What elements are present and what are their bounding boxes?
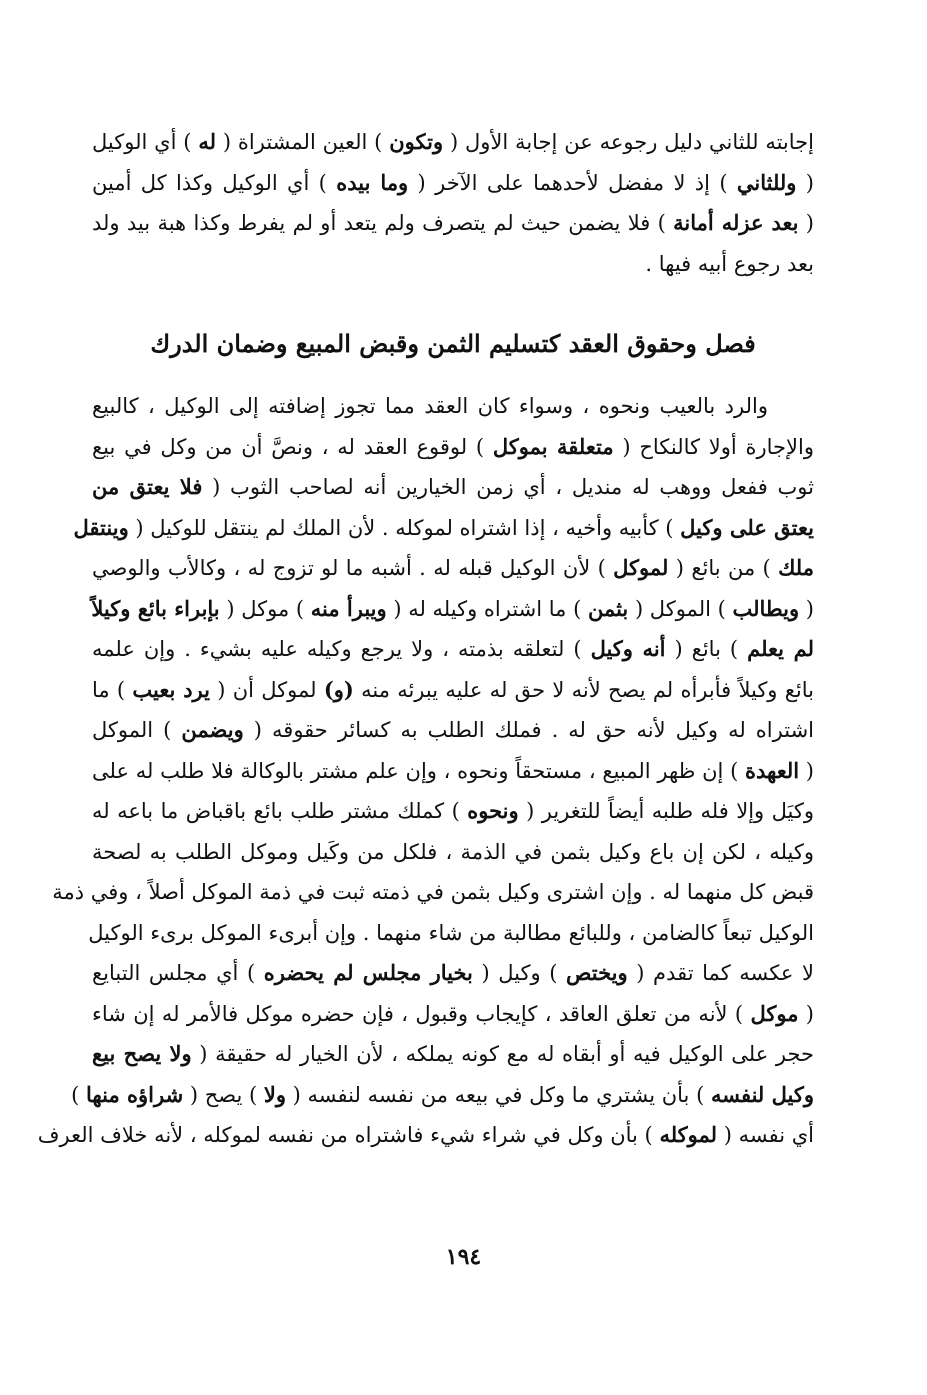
text-run: لا عكسه كما تقدم ( <box>627 961 814 985</box>
text-line <box>52 872 814 913</box>
text-run: ) ما <box>92 677 133 702</box>
bold-matn-run: وكيل لنفسه <box>710 1081 814 1107</box>
section-heading: فصل وحقوق العقد كتسليم الثمن وقبض المبيع وضمان الدرك <box>150 329 756 358</box>
text-line <box>88 913 814 954</box>
bold-matn-run: العهدة <box>745 757 800 783</box>
bold-matn-run: وما بيده <box>336 169 409 195</box>
text-line <box>92 832 814 873</box>
text-run: ) لأنه من تعلق العاقد ، كإيجاب وقبول ، فإن حضره موكل فالأمر له إن شاء <box>92 1001 751 1026</box>
bold-matn-run: ولا يصح بيع <box>92 1041 192 1066</box>
text-run: ) لوقوع العقد له ، ونصَّ أن من وكل في بيع <box>92 434 493 459</box>
text-line <box>92 548 814 589</box>
bold-matn-run: ويبرأ منه <box>310 595 387 621</box>
text-line <box>92 670 814 711</box>
bold-matn-run: بعد عزله أمانة <box>673 210 799 235</box>
text-run: ) من بائع ( <box>668 556 779 580</box>
bold-matn-run: ملك <box>778 555 815 580</box>
text-run: أي نفسه ( <box>717 1123 814 1147</box>
text-line <box>92 710 814 751</box>
text-run: ) الموكل ( <box>628 596 733 621</box>
text-run: الوكيل تبعاً كالضامن ، وللبائع مطالبة من شاء منهما . وإن أبرىء الموكل برىء الوكيل <box>88 920 814 945</box>
text-line <box>92 386 814 427</box>
bold-matn-run: شراؤه منها <box>86 1081 184 1107</box>
text-run: والرد بالعيب ونحوه ، وسواء كان العقد مما تجوز إضافته إلى الوكيل ، كالبيع <box>92 394 768 418</box>
bold-matn-run: لموكله <box>659 1122 718 1147</box>
text-run: ) العين المشتراة ( <box>216 130 390 154</box>
text-run: ) لتعلقه بذمته ، ولا يرجع وكيله عليه بشيء . وإن علمه <box>92 637 591 661</box>
text-run: ) بأن يشتري ما وكل في بيعه من نفسه لنفسه ( <box>286 1082 711 1107</box>
text-line <box>92 751 814 792</box>
text-run: ) وكيل ( <box>472 961 567 985</box>
text-run: ) كأبيه وأخيه ، إذا اشتراه لموكله . لأن الملك لم ينتقل للوكيل ( <box>128 515 681 540</box>
bold-matn-run: لم يعلم <box>747 636 814 661</box>
bold-matn-run: ونحوه <box>467 798 519 823</box>
text-line <box>92 163 814 204</box>
text-run: بعد رجوع أبيه فيها . <box>645 251 814 276</box>
text-run: ) أي الوكيل وكذا كل أمين <box>92 170 337 195</box>
text-run: ) أي مجلس التبايع <box>92 961 264 985</box>
text-run: ) بائع ( <box>665 637 748 661</box>
text-line <box>71 1075 814 1116</box>
text-line <box>92 467 814 508</box>
text-run: ) فلا يضمن حيث لم يتصرف ولم يتعد أو لم يفرط وكذا هبة بيد ولد <box>92 211 674 235</box>
text-run: اشتراه له وكيل لأنه حق له . فملك الطلب به كسائر حقوقه ( <box>243 718 814 742</box>
text-run: بائع وكيلاً فأبرأه لم يصح لأنه لا حق له عليه يبرئه منه <box>353 677 814 702</box>
bold-matn-run: موكل <box>750 1000 799 1026</box>
bold-matn-run: يعتق على وكيل <box>680 514 814 540</box>
text-line <box>92 1034 814 1075</box>
text-run: ) <box>71 1082 87 1107</box>
text-line <box>92 122 814 163</box>
text-line <box>92 203 814 244</box>
bold-matn-run: يرد بعيب <box>132 676 210 702</box>
text-line <box>92 953 814 994</box>
text-run: ) ما اشتراه وكيله له ( <box>386 596 588 621</box>
bold-matn-run: متعلقة بموكل <box>492 433 614 459</box>
bold-matn-run: لموكل <box>613 555 669 580</box>
text-line <box>92 427 814 468</box>
main-paragraph <box>37 386 815 1156</box>
text-line <box>73 508 814 549</box>
text-run: ( <box>799 758 815 783</box>
bold-matn-run: وينتقل <box>73 514 129 540</box>
bold-matn-run: فلا يعتق من <box>92 474 203 499</box>
bold-matn-run: بثمن <box>587 595 629 621</box>
bold-matn-run: بخيار مجلس لم يحضره <box>263 960 473 985</box>
bold-matn-run: ولا <box>263 1081 286 1107</box>
text-run: إجابته للثاني دليل رجوعه عن إجابة الأول ( <box>443 130 814 154</box>
text-line <box>92 994 814 1035</box>
text-run: وكيَل وإلا فله طلبه أيضاً للتغرير ( <box>518 799 815 823</box>
text-run: ) كملك مشتر طلب بائع باقباض ما باعه له <box>92 799 468 823</box>
text-run: لموكل أن ( <box>210 677 324 702</box>
text-run: ) أي الوكيل <box>92 130 199 154</box>
text-run: ) موكل ( <box>219 596 311 621</box>
bold-matn-run: ويضمن <box>181 717 244 742</box>
text-run: والإجارة أولا كالنكاح ( <box>613 434 814 459</box>
top-paragraph <box>92 122 814 284</box>
bold-matn-run: بإبراء بائع وكيلاً <box>91 595 220 621</box>
text-run: ( <box>798 1001 814 1026</box>
text-run: ثوب ففعل ووهب له منديل ، أي زمن الخيارين أنه لصاحب الثوب ( <box>202 475 814 499</box>
bold-matn-run: وللثاني <box>736 169 797 195</box>
text-line <box>92 629 814 670</box>
text-run: قبض كل منهما له . وإن اشترى وكيل بثمن في ذمته ثبت في ذمة الموكل أصلاً ، وفي ذمة <box>52 880 814 904</box>
text-run: وكيله ، لكن إن باع وكيل بثمن في الذمة ، فلكل من وكَيل وموكل الطلب به لصحة <box>92 839 814 864</box>
text-run: ( <box>799 596 814 621</box>
text-run: ) الموكل <box>92 718 182 742</box>
text-run: ) إن ظهر المبيع ، مستحقاً ونحوه ، وإن علم مشتر بالوكالة فلا طلب له على <box>92 758 745 783</box>
bold-matn-run: (و) <box>323 676 354 702</box>
bold-matn-run: أنه وكيل <box>590 636 666 661</box>
text-run: ) إذ لا مفضل لأحدهما على الآخر ( <box>408 170 737 195</box>
text-run: ( <box>798 211 814 235</box>
bold-matn-run: ويختص <box>566 960 628 985</box>
page-number: ١٩٤ <box>445 1244 482 1270</box>
bold-matn-run: ويطالب <box>732 595 800 621</box>
text-line <box>92 244 814 285</box>
bold-matn-run: وتكون <box>389 129 444 154</box>
text-run: ( <box>796 170 814 195</box>
text-line <box>92 589 814 630</box>
bold-matn-run: له <box>198 129 217 154</box>
text-run: حجر على الوكيل فيه أو أبقاه له مع كونه يملكه ، لأن الخيار له حقيقة ( <box>191 1042 815 1066</box>
text-run: ) لأن الوكيل قبله له . أشبه ما لو تزوج له ، وكالأب والوصي <box>92 556 614 580</box>
text-run: ) يصح ( <box>183 1082 264 1107</box>
text-line <box>37 1115 814 1156</box>
text-line <box>92 791 814 832</box>
text-run: ) بأن وكل في شراء شيء فاشتراه من نفسه لموكله ، لأنه خلاف العرف <box>37 1123 660 1147</box>
